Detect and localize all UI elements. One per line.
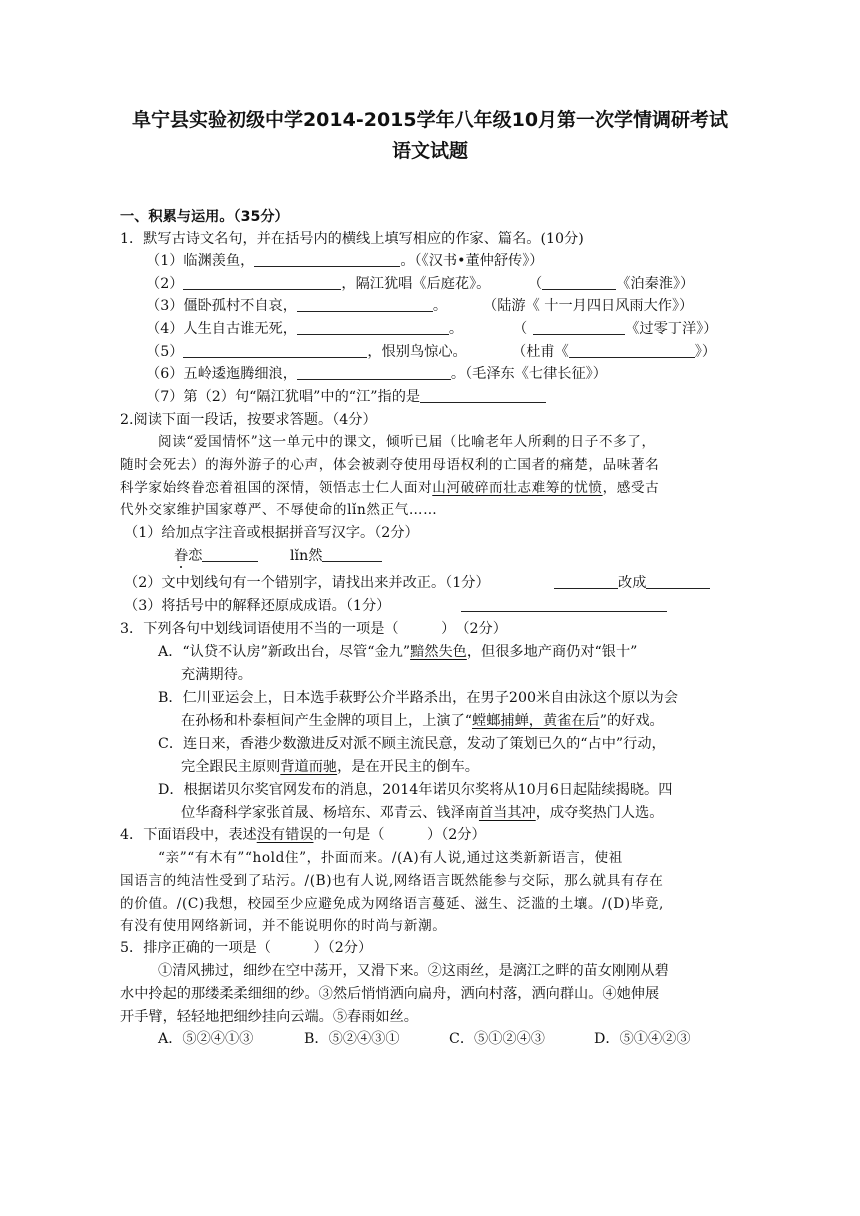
option-text: A．“认贷不认房”新政出台，尽管“金九” (158, 644, 411, 660)
q5-option-d[interactable]: D．⑤①④②③ (594, 1031, 691, 1047)
q1-item-1 (146, 251, 543, 271)
q4-stem (120, 825, 486, 845)
q5-option-b[interactable]: B．⑤②④③① (304, 1031, 400, 1047)
title-blank[interactable] (569, 343, 695, 358)
answer-blank[interactable] (183, 343, 367, 358)
q1-item-4-paren: （ (513, 321, 528, 337)
q2-sub2-answer (554, 573, 710, 593)
q1-item-6 (146, 364, 607, 384)
q4-passage-line: “亲”“有木有”“hold住”，扑面而来。/(A)有人说,通过这类新新语言，使祖 (158, 850, 623, 866)
q2-sub1-b-text: lǐn然 (290, 548, 323, 564)
section-heading: 一、积累与运用。（35分） (120, 209, 289, 225)
q5-passage-line: 开手臂，轻轻地把细纱挂向云端。⑤春雨如丝。 (120, 1009, 418, 1025)
q3-option-a (158, 642, 637, 662)
option-text: 位华裔科学家张首晟、杨培东、邓青云、钱泽南 (181, 805, 479, 821)
q1-item-1-prefix: （1）临渊羡鱼， (146, 253, 255, 269)
exam-title: 阜宁县实验初级中学2014-2015学年八年级10月第一次学情调研考试 (131, 109, 729, 131)
option-text: ，成夺奖热门人选。 (535, 805, 664, 821)
q3-option-b: B．仁川亚运会上，日本选手萩野公介半路杀出，在男子200米自由泳这个原以为会 (158, 690, 678, 706)
q4-passage-line: 有没有使用网络新词，并不能说明你的时尚与新潮。 (120, 918, 447, 934)
q2-sub1: （1）给加点字注音或根据拼音写汉字。（2分） (124, 525, 419, 541)
q2-passage-line: 代外交家维护国家尊严、不辱使命的lǐn然正气…… (120, 502, 438, 518)
underlined-phrase: 螳螂捕蝉，黄雀在后 (472, 713, 600, 729)
q4-stem-text: 4．下面语段中，表述 (120, 827, 257, 843)
answer-blank[interactable] (254, 252, 400, 267)
author-blank[interactable] (533, 320, 625, 335)
q1-item-2-paren: （ (528, 276, 543, 292)
q1-item-5-paren: （杜甫《 (512, 344, 569, 360)
option-text: 完全跟民主原则 (181, 759, 281, 775)
q1-item-5 (146, 342, 467, 362)
q2-passage-line (120, 478, 659, 498)
answer-blank[interactable] (297, 365, 451, 380)
q1-item-2 (146, 274, 490, 294)
exam-subtitle: 语文试题 (391, 140, 468, 162)
q1-item-3-prefix: （3）僵卧孤村不自哀， (146, 298, 297, 314)
q1-item-4-prefix: （4）人生自古谁无死， (146, 321, 297, 337)
q2-sub3: （3）将括号中的解释还原成成语。（1分） (124, 598, 391, 614)
q1-item-3-suffix: 。 (432, 298, 448, 314)
underlined-phrase: 没有错误 (256, 827, 314, 843)
q2-passage-end: ，感受古 (602, 480, 660, 496)
q1-item-3 (146, 296, 447, 316)
q2-passage-line: 随时会死去）的海外游子的心声，体会被剥夺使用母语权利的亡国者的痛楚，品味著名 (120, 457, 660, 473)
q5-stem: 5．排序正确的一项是（ ）（2分） (120, 940, 373, 956)
q1-item-4 (146, 319, 463, 339)
answer-blank[interactable] (420, 388, 546, 403)
q4-passage-line: 国语言的纯洁性受到了玷污。/(B)也有人说,网络语言既然能参与交际，那么就具有存在 (120, 873, 664, 889)
q1-item-6-suffix: 。（毛泽东《七律长征》） (450, 366, 607, 382)
q3-option-d: D．根据诺贝尔奖官网发布的消息，2014年诺贝尔奖将从10月6日起陆续揭晓。四 (158, 782, 673, 798)
answer-blank[interactable] (461, 597, 667, 612)
q1-item-2-prefix: （2） (146, 276, 184, 292)
q1-item-2-title: 《泊秦淮》） (616, 276, 695, 292)
q1-item-4-source (513, 319, 717, 339)
q3-option-c: C．连日来，香港少数激进反对派不顾主流民意，发动了策划已久的“占中”行动， (158, 736, 666, 752)
q1-item-5-close: 》） (694, 344, 717, 360)
q2-sub2: （2）文中划线句有一个错别字，请找出来并改正。（1分） (124, 575, 490, 591)
q2-sub1-a (174, 546, 258, 566)
answer-blank[interactable] (554, 574, 618, 589)
q1-item-1-suffix: 。（《汉书•董仲舒传》） (400, 253, 544, 269)
q3-option-a-cont: 充满期待。 (181, 667, 252, 683)
q1-item-2-source (528, 274, 694, 294)
q4-passage-line: 的价值。/(C)我想，校园至少应避免成为网络语言蔓延、滋生、泛滥的土壤。/(D)毕竟, (120, 896, 664, 912)
q2-stem: 2.阅读下面一段话，按要求答题。（4分） (120, 412, 377, 428)
answer-blank[interactable] (646, 574, 710, 589)
q1-item-4-title: 《过零丁洋》） (625, 321, 718, 337)
q1-item-6-prefix: （6）五岭逶迤腾细浪， (146, 366, 297, 382)
q1-item-5-suffix: ，恨别鸟惊心。 (367, 344, 467, 360)
q2-sub3-answer (461, 596, 667, 616)
q2-sub1-b (290, 546, 382, 566)
q1-item-3-source: （陆游《 十一月四日风雨大作》） (483, 298, 694, 314)
q3-option-b-cont (181, 711, 664, 731)
answer-blank[interactable] (297, 297, 433, 312)
q1-item-5-source (512, 342, 716, 362)
q1-item-7-text: （7）第（2）句“隔江犹唱”中的“江”指的是 (146, 389, 421, 405)
answer-blank[interactable] (183, 275, 341, 290)
q2-passage-line: 阅读“爱国情怀”这一单元中的课文，倾听已届（比喻老年人所剩的日子不多了， (158, 434, 656, 450)
q5-option-c[interactable]: C．⑤①②④③ (449, 1031, 545, 1047)
underlined-phrase: 首当其冲 (478, 805, 536, 821)
option-text: ，是在开民主的倒车。 (337, 759, 479, 775)
q1-item-4-suffix: 。 (448, 321, 464, 337)
answer-blank[interactable] (202, 547, 258, 562)
q5-passage-line: ①清风拂过，细纱在空中荡开，又滑下来。②这雨丝，是漓江之畔的苗女刚刚从碧 (158, 963, 669, 979)
underlined-phrase: 黯然失色 (410, 644, 467, 660)
q4-stem-text: 的一句是（ ）（2分） (313, 827, 486, 843)
q1-stem: 1．默写古诗文名句，并在括号内的横线上填写相应的作家、篇名。(10分) (120, 231, 584, 247)
q3-option-c-cont (181, 757, 479, 777)
answer-blank[interactable] (297, 320, 449, 335)
q2-passage-start: 科学家始终眷恋着祖国的深情，领悟志士仁人面对 (120, 480, 433, 496)
q2-sub2-fix: 改成 (618, 575, 647, 591)
q5-passage-line: 水中拎起的那缕柔柔细细的纱。③然后悄悄洒向扁舟，洒向村落，洒向群山。④她伸展 (120, 986, 660, 1002)
dotted-char: 眷 (174, 548, 189, 564)
q1-item-2-mid: ，隔江犹唱《后庭花》。 (341, 276, 491, 292)
answer-blank[interactable] (322, 547, 382, 562)
q3-option-d-cont (181, 803, 663, 823)
underlined-phrase: 背道而驰 (280, 759, 338, 775)
option-text: ，但很多地产商仍对“银十” (466, 644, 638, 660)
option-text: 在孙杨和朴泰桓间产生金牌的项目上，上演了“ (181, 713, 473, 729)
q3-stem: 3．下列各句中划线词语使用不当的一项是（ ） （2分） (120, 621, 507, 637)
q1-item-7 (146, 387, 546, 407)
underlined-sentence: 山河破碎而壮志难筹的忧愤 (432, 480, 603, 496)
q1-item-5-prefix: （5） (146, 344, 184, 360)
q2-sub1-a-rest: 恋 (188, 548, 203, 564)
q5-option-a[interactable]: A．⑤②④①③ (158, 1031, 254, 1047)
option-text: ”的好戏。 (599, 713, 664, 729)
author-blank[interactable] (542, 275, 616, 290)
